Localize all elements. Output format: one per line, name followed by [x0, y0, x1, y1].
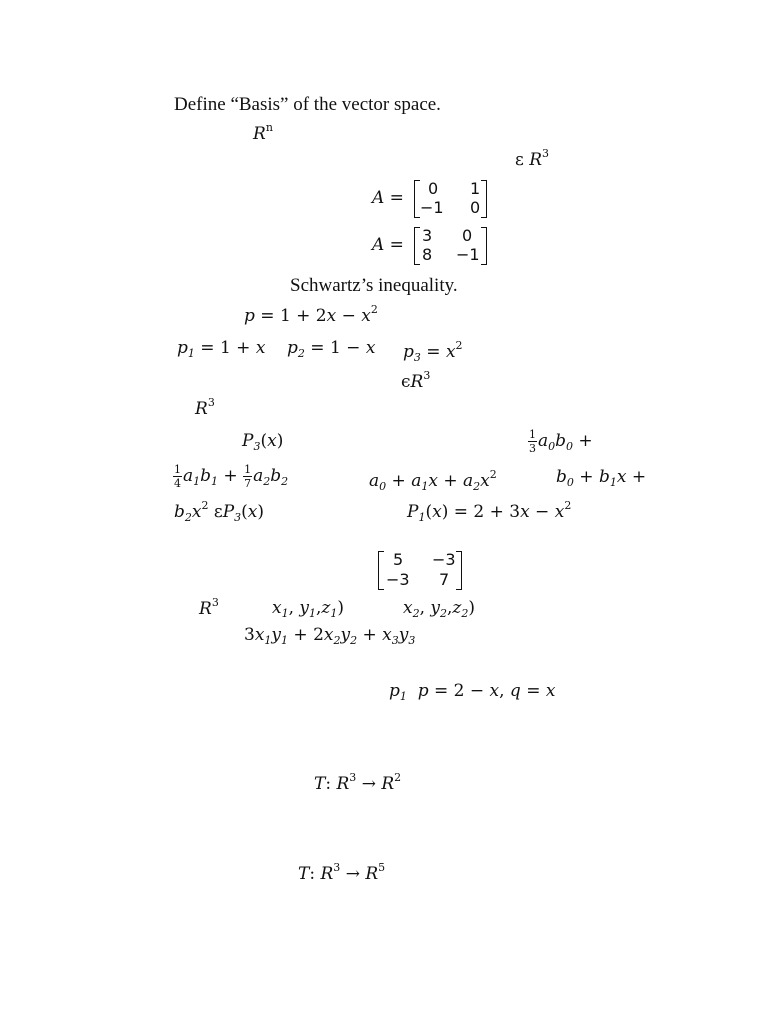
inner-product-r3: [244, 627, 415, 646]
x-var: x: [255, 338, 266, 358]
a-var: a: [253, 466, 264, 486]
transform-r3-r5: [298, 862, 385, 883]
polynomial-b: [556, 469, 646, 488]
y-var: y: [340, 625, 351, 645]
matrix1-cell: −1: [420, 198, 444, 217]
matrix3-cell: 7: [439, 570, 450, 589]
r-sup: 3: [423, 369, 431, 382]
r-base: R: [529, 150, 543, 170]
numerator: 1: [529, 428, 536, 441]
p-var: p: [177, 338, 188, 358]
r-sup: 5: [378, 861, 386, 874]
coefficient: 3: [244, 625, 255, 645]
denominator: 3: [529, 442, 536, 455]
y-var: y: [299, 598, 310, 618]
arrow: →: [340, 864, 366, 884]
z-var: z: [452, 598, 462, 618]
r-base: R: [199, 599, 212, 619]
x-var: x: [445, 342, 456, 362]
polynomial-b-cont: [174, 500, 264, 523]
matrix2-lhs: A =: [372, 235, 404, 255]
plus: +: [218, 466, 244, 486]
subscript: 1: [399, 690, 407, 703]
matrix2-left-bracket: [414, 227, 420, 265]
r-base: R: [336, 774, 350, 794]
subscript: 1: [281, 607, 289, 620]
p3-definition: [403, 340, 463, 363]
T-var: T: [314, 774, 326, 794]
x-var: x: [616, 467, 627, 487]
subscript: 2: [184, 511, 192, 524]
subscript: 1: [330, 607, 338, 620]
expr: = 1 +: [194, 338, 256, 358]
x-var: x: [520, 502, 530, 522]
space: [407, 681, 418, 701]
tuple-2: [403, 600, 475, 619]
r-base: R: [365, 864, 379, 884]
plus: +: [386, 471, 412, 491]
comma: ,: [288, 598, 300, 618]
r-base: R: [320, 864, 334, 884]
minus: −: [336, 306, 362, 326]
subscript: 1: [609, 476, 617, 489]
P-var: P: [242, 431, 254, 451]
matrix3-cell: −3: [386, 570, 410, 589]
p-var: p: [403, 342, 414, 362]
x-var: x: [326, 306, 337, 326]
b-var: b: [200, 466, 212, 486]
exponent: 2: [564, 499, 572, 512]
comma: ,: [419, 598, 431, 618]
comma: ,: [316, 598, 322, 618]
a-var: a: [538, 431, 549, 451]
paren: ): [276, 431, 284, 451]
r3-symbol-a: [195, 397, 215, 418]
y-var: y: [398, 625, 409, 645]
paren: ): [468, 598, 476, 618]
P-var: P: [407, 502, 419, 522]
x-var: x: [432, 502, 442, 522]
epsilon-r3-b: [401, 370, 430, 391]
matrix1-cell: 0: [428, 179, 439, 198]
r-base: R: [381, 774, 395, 794]
paren: ): [337, 598, 345, 618]
subscript: 3: [408, 634, 416, 647]
colon: :: [325, 774, 337, 794]
subscript: 1: [418, 511, 426, 524]
inner-product-term2: [173, 464, 288, 489]
subscript: 3: [391, 634, 399, 647]
subscript: 1: [421, 480, 429, 493]
y-var: y: [430, 598, 441, 618]
x-var: x: [267, 431, 277, 451]
matrix1-lhs: A =: [372, 188, 404, 208]
exponent: 2: [489, 468, 497, 481]
a-var: a: [411, 471, 422, 491]
matrix3-cell: −3: [432, 550, 456, 569]
x-var: x: [361, 306, 371, 326]
x-var: x: [254, 625, 265, 645]
polynomial-a: [369, 469, 497, 492]
p1-definition: [177, 340, 265, 359]
subscript: 3: [234, 511, 242, 524]
numerator: 1: [174, 463, 181, 476]
inner-product-term1: [528, 429, 593, 454]
subscript: 1: [211, 475, 219, 488]
r-base: R: [195, 399, 208, 419]
fraction: [173, 464, 182, 489]
x-var: x: [323, 625, 334, 645]
subscript: 2: [412, 607, 420, 620]
r-sup: 3: [333, 861, 341, 874]
epsilon-symbol: ε: [515, 150, 530, 170]
subscript: 2: [333, 634, 341, 647]
exponent: 2: [455, 339, 463, 352]
P1x-definition: [407, 500, 571, 523]
subscript: 0: [566, 476, 574, 489]
rn-symbol: [253, 122, 273, 143]
a-var: a: [463, 471, 474, 491]
matrix2-cell: 0: [462, 226, 473, 245]
x-var: x: [480, 471, 490, 491]
r-base: R: [410, 372, 424, 392]
subscript: 0: [548, 440, 556, 453]
p-definition: [244, 304, 378, 325]
fraction: [528, 429, 537, 454]
r-sup: 3: [542, 147, 550, 160]
epsilon-symbol: ϵ: [401, 372, 411, 392]
exponent: 2: [370, 303, 378, 316]
r-sup: 3: [349, 771, 357, 784]
paren: (: [425, 502, 433, 522]
pq-definition: [389, 683, 555, 702]
x-var: x: [489, 681, 500, 701]
expr: =: [420, 342, 446, 362]
comma: ,: [447, 598, 453, 618]
T-var: T: [298, 864, 310, 884]
matrix1-cell: 0: [470, 198, 481, 217]
plus: +: [626, 467, 647, 487]
p-var: p: [287, 338, 298, 358]
comma: ,: [499, 681, 510, 701]
P-var: P: [222, 502, 235, 522]
subscript: 0: [379, 480, 387, 493]
epsilon-r3-a: [515, 148, 549, 169]
subscript: 3: [413, 351, 421, 364]
question-define-basis: Define “Basis” of the vector space.: [174, 94, 441, 115]
b-var: b: [270, 466, 282, 486]
z-var: z: [321, 598, 331, 618]
transform-r3-r2: [314, 772, 401, 793]
schwartz-inequality: Schwartz’s inequality.: [290, 275, 458, 296]
x-var: x: [382, 625, 392, 645]
p-var: p: [389, 681, 400, 701]
r-sup: 3: [211, 596, 219, 609]
matrix1-cell: 1: [470, 179, 481, 198]
subscript: 2: [440, 607, 448, 620]
b-var: b: [598, 467, 610, 487]
x-var: x: [272, 598, 282, 618]
denominator: 7: [244, 477, 252, 490]
p-var: p: [244, 306, 255, 326]
a-var: a: [369, 471, 380, 491]
minus: −: [529, 502, 555, 522]
plus: +: [437, 471, 463, 491]
expr: = 2 −: [428, 681, 490, 701]
denominator: 4: [174, 477, 181, 490]
subscript: 1: [281, 634, 289, 647]
x-var: x: [545, 681, 556, 701]
subscript: 1: [193, 475, 201, 488]
colon: :: [309, 864, 321, 884]
subscript: 1: [264, 634, 272, 647]
subscript: 2: [281, 475, 289, 488]
subscript: 0: [566, 440, 574, 453]
subscript: 2: [350, 634, 358, 647]
paren: ): [257, 502, 265, 522]
plus: + 2: [288, 625, 324, 645]
matrix1-right-bracket: [481, 180, 487, 218]
plus: +: [573, 431, 593, 451]
plus: +: [357, 625, 383, 645]
b-var: b: [555, 431, 567, 451]
p-expr: = 1 + 2: [254, 306, 327, 326]
subscript: 1: [309, 607, 317, 620]
matrix3-cell: 5: [393, 550, 404, 569]
subscript: 1: [187, 347, 195, 360]
matrix2-right-bracket: [481, 227, 487, 265]
subscript: 2: [461, 607, 469, 620]
r3-symbol-b: [199, 597, 219, 618]
rn-sup: n: [265, 121, 273, 134]
p2-definition: [287, 340, 375, 359]
p-var: p: [417, 681, 429, 701]
subscript: 2: [297, 347, 305, 360]
a-var: a: [183, 466, 194, 486]
matrix3-right-bracket: [456, 551, 462, 590]
matrix3-left-bracket: [378, 551, 384, 590]
q-var: q: [509, 681, 521, 701]
p3x-space: [242, 433, 283, 452]
subscript: 2: [263, 475, 271, 488]
matrix2-cell: 8: [422, 245, 433, 264]
x-var: x: [428, 471, 438, 491]
x-var: x: [247, 502, 258, 522]
expr: ) = 2 + 3: [441, 502, 521, 522]
subscript: 2: [473, 480, 481, 493]
expr: = 1 −: [304, 338, 366, 358]
b-var: b: [174, 502, 185, 522]
paren: (: [260, 431, 268, 451]
x-var: x: [191, 502, 202, 522]
rn-base: R: [253, 124, 266, 144]
epsilon-symbol: ε: [208, 502, 223, 522]
y-var: y: [271, 625, 282, 645]
numerator: 1: [244, 463, 252, 476]
equals: =: [520, 681, 546, 701]
exponent: 2: [201, 499, 209, 512]
paren: (: [241, 502, 248, 522]
x-var: x: [365, 338, 376, 358]
matrix2-cell: −1: [456, 245, 480, 264]
subscript: 3: [253, 440, 261, 453]
x-var: x: [403, 598, 413, 618]
tuple-1: [272, 600, 344, 619]
x-var: x: [554, 502, 565, 522]
r-sup: 3: [207, 396, 215, 409]
r-sup: 2: [394, 771, 402, 784]
plus: +: [573, 467, 599, 487]
fraction: [243, 464, 252, 489]
matrix2-cell: 3: [422, 226, 433, 245]
arrow: →: [356, 774, 382, 794]
b-var: b: [556, 467, 567, 487]
